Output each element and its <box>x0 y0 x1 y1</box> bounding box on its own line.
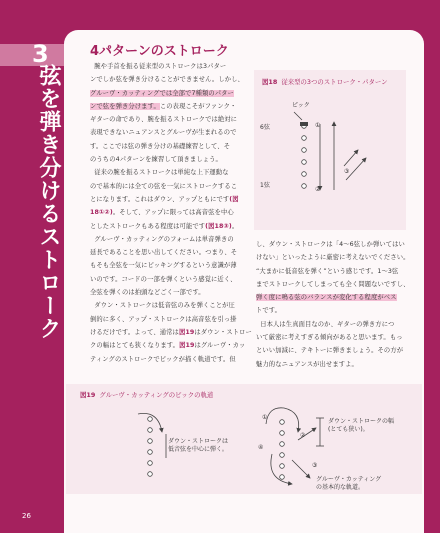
chapter-number: 3 <box>32 40 49 68</box>
fig19-note-2: ダウン・ストロークの幅 (とても狭い)。 <box>328 418 395 433</box>
page-number: 26 <box>22 512 31 520</box>
pick-label: ピック <box>292 102 310 109</box>
figure-19-caption: 図19 グルーヴ・カッティングのピックの軌道 <box>80 391 214 399</box>
marker-1: ① <box>315 122 321 129</box>
figure-18-caption: 図18 従来型の3つのストローク・パターン <box>262 78 388 86</box>
section-title: 4パターンのストローク <box>90 44 229 59</box>
chapter-title: 弦を弾き分けるストローク <box>36 64 61 340</box>
six-string-label: 6弦 <box>260 124 270 131</box>
fig19-marker-1: ① <box>262 414 268 421</box>
one-string-label: 1弦 <box>260 182 270 189</box>
body-right: し、ダウン・ストロークは「4～6弦しか弾いてはい けない」といったように厳密に考えないでください。 “大まかに低音弦を弾く”という感じです。1～3弦 までストロークしてしまっても全く問題ないですし、 弾く度に鳴る弦のバランスが変化する程度がベス トです。 日本人は生真面目なのか、ギターの弾き方につ いて厳密に考えすぎる傾向があると思います。もっ といい加減に、テキトーに弾きましょう。その方が 魅力的なニュアンスが出せますよ。 <box>256 241 410 368</box>
marker-2: ② <box>315 186 321 193</box>
fig19-note-3: グルーヴ・カッティング の基本的な軌道。 <box>316 476 382 491</box>
fig19-note-1: ダウン・ストロークは 低音弦を中心に弾く。 <box>168 438 229 453</box>
fig19-marker-2: ② <box>300 432 306 439</box>
marker-3: ③ <box>344 168 350 175</box>
body-left: 腕や手首を振る従来型のストロークは3パター ンでしか弦を弾き分けることができません。しかし、 グルーヴ・カッティングでは全部で7種類のパター ンで弦を弾き分けます。この表現こそがファンク・ ギターの命であり、腕を振るストロークでは絶対に 表現できないニュアンスとグルーヴが生まれるので す。ここでは弦の弾き分けの基礎練習として、そ のうちの4パターンを練習して頂きましょう。 従来の腕を振るストロークは単純な上下運動な ので基本的には全ての弦を一気にストロークするこ とになります。これはダウン、アップともにです(図 18①②)。そして、アップに限っては高音弦を中心 としたストロークもある程度は可能です(図18③)。 グルーヴ・カッティングのフォームは単音弾きの 延長であることを思い出してください。つまり、そ もそも全弦を一気にピッキングするという意識が薄 いのです。コードの一部を弾くという感覚に近く、 全弦を弾くのは拍頭などごく一部です。 ダウン・ストロークは低音弦のみを弾くことが圧 倒的に多く、アップ・ストロークは高音弦を引っ掛 けるだけです。よって、通常は図19はダウン・ストロー クの幅はとても狭くなります。図19はグルーヴ・カッ ティングのストロークでピックが描く軌道です。但 <box>90 63 252 363</box>
fig19-marker-3: ③ <box>312 462 318 469</box>
figure-18-diagram <box>254 70 406 230</box>
fig19-marker-4: ④ <box>258 444 264 451</box>
